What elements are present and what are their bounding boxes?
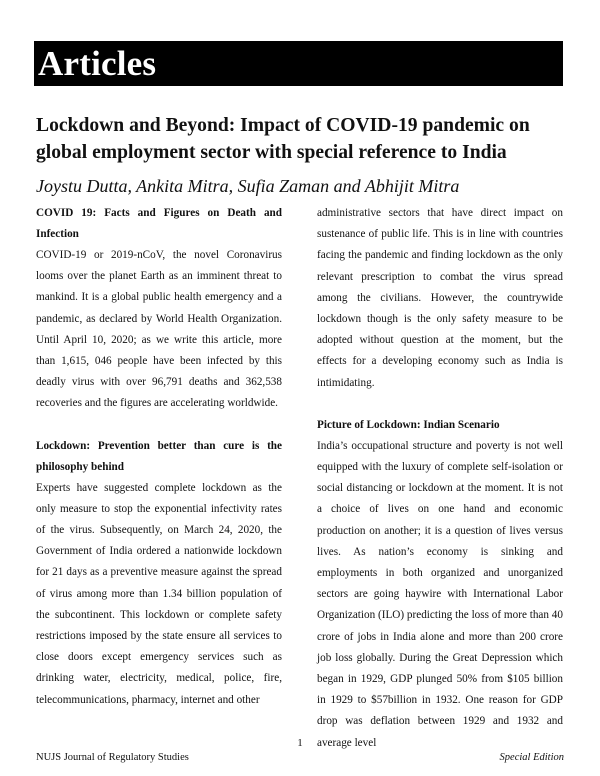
left-column bbox=[36, 203, 282, 711]
article-title: Lockdown and Beyond: Impact of COVID-19 pandemic on global employment sector with special reference to India bbox=[36, 115, 530, 163]
section-heading-lockdown: Lockdown: Prevention better than cure is the philosophy behind bbox=[36, 439, 282, 473]
section-paragraph-indian-scenario: India’s occupational structure and poverty is not well equipped with the luxury of complete self-isolation or social distancing or lockdown at the moment. It is not a choice of lives on one hand and economic production on another; it is a question of lives versus lives. As nation’s economy is sinking and employments in both organized and unorganized sectors are going haywire with International Labor Organization (ILO) predicting the loss of more than 40 crore of jobs in India alone and more than 200 crore job loss globally. During the Great Depression which began in 1929, GDP plunged 50% from $105 billion in 1929 to $57billion in 1932. One reason for GDP drop was deflation between 1929 and 1932 and average level bbox=[317, 439, 563, 749]
author-list: Joystu Dutta, Ankita Mitra, Sufia Zaman and Abhijit Mitra bbox=[36, 176, 460, 196]
section-paragraph-lockdown-continued: administrative sectors that have direct impact on sustenance of public life. This is in line with countries facing the pandemic and finding lockdown as the only relevant prescription to combat the virus spread among the civilians. However, the countrywide lockdown though is the only safety measure to be adopted without question at the moment, but the effects for a developing economy such as India is intimidating. bbox=[317, 207, 563, 389]
footer-edition: Special Edition bbox=[499, 752, 564, 763]
section-gap bbox=[36, 415, 282, 436]
section-paragraph-lockdown: Experts have suggested complete lockdown as the only measure to stop the exponential infectivity rates of the virus. Subsequently, on March 24, 2020, the Government of India ordered a nationwide lockdown for 21 days as a preventive measure against the spread of virus among more than 1.34 billion population of the subcontinent. This lockdown or complete safety restrictions imposed by the state ensure all services to close doors except emergency services such as drinking water, electricity, medical, police, fire, telecommunications, pharmacy, internet and other bbox=[36, 481, 282, 706]
section-heading-facts: COVID 19: Facts and Figures on Death and Infection bbox=[36, 207, 282, 240]
section-heading-indian-scenario: Picture of Lockdown: Indian Scenario bbox=[317, 418, 500, 431]
section-paragraph-facts: COVID-19 or 2019-nCoV, the novel Coronavirus looms over the planet Earth as an imminent threat to mankind. It is a global public health emergency and a pandemic, as declared by World Health Organization. Until April 10, 2020; as we write this article, more than 1,615, 046 people have been infected by this deadly virus with over 96,791 deaths and 362,538 recoveries and the figures are accelerating worldwide. bbox=[36, 249, 282, 410]
right-column bbox=[317, 203, 563, 754]
section-gap bbox=[317, 394, 563, 415]
footer-journal: NUJS Journal of Regulatory Studies bbox=[36, 752, 189, 763]
page-number: 1 bbox=[297, 737, 303, 749]
section-banner: Articles bbox=[34, 41, 563, 86]
